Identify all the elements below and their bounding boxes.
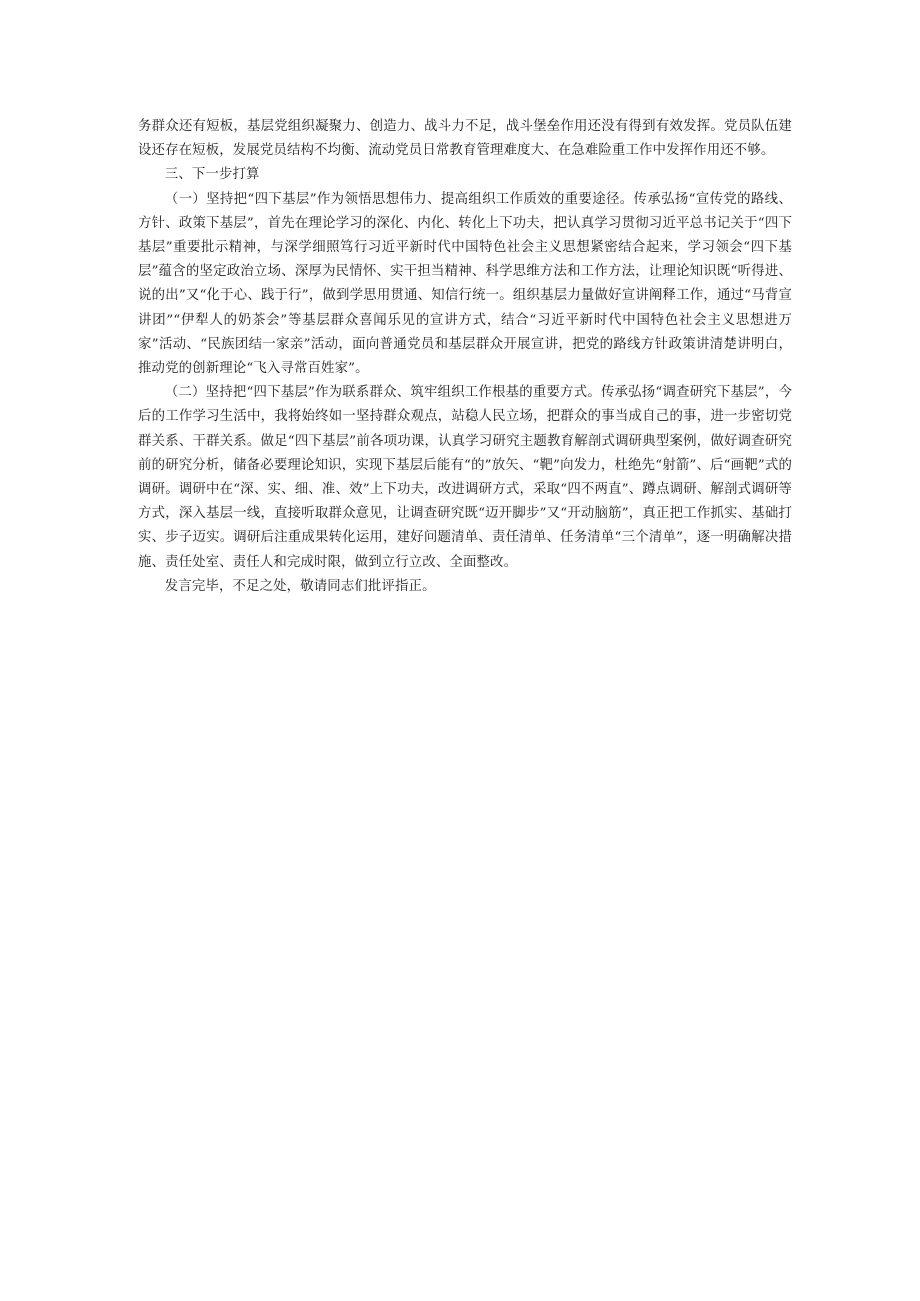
closing-statement: 发言完毕，不足之处，敬请同志们批评指正。: [164, 578, 436, 594]
document-page: [138, 115, 792, 599]
paragraph-two: （二）坚持把“四下基层”作为联系群众、筑牢组织工作根基的重要方式。传承弘扬“调查研究下基层”，今后的工作学习生活中，我将始终如一坚持群众观点，站稳人民立场，把群众的事当成自己的事，进一步密切党群关系、干群关系。做足“四下基层”前各项功课，认真学习研究主题教育解剖式调研典型案例，做好调查研究前的研究分析，储备必要理论知识，实现下基层后能有“的”放矢、“靶”向发力，杜绝先“射箭”、后“画靶”式的调研。调研中在“深、实、细、准、效”上下功夫，改进调研方式，采取“四不两直”、蹲点调研、解剖式调研等方式，深入基层一线，直接听取群众意见，让调查研究既“迈开脚步”又“开动脑筋”，真正把工作抓实、基础打实、步子迈实。调研后注重成果转化运用，建好问题清单、责任清单、任务清单“三个清单”，逐一明确解决措施、责任处室、责任人和完成时限，做到立行立改、全面整改。: [138, 385, 792, 570]
paragraph-continuation: 务群众还有短板，基层党组织凝聚力、创造力、战斗力不足，战斗堡垒作用还没有得到有效发挥。党员队伍建设还存在短板，发展党员结构不均衡、流动党员日常教育管理难度大、在急难险重工作中发挥作用还不够。: [138, 119, 792, 159]
paragraph-one: （一）坚持把“四下基层”作为领悟思想伟力、提高组织工作质效的重要途径。传承弘扬“宣传党的路线、方针、政策下基层”，首先在理论学习的深化、内化、转化上下功夫，把认真学习贯彻习近平总书记关于“四下基层”重要批示精神，与深学细照笃行习近平新时代中国特色社会主义思想紧密结合起来，学习领会“四下基层”蕴含的坚定政治立场、深厚为民情怀、实干担当精神、科学思维方法和工作方法，让理论知识既“听得进、说的出”又“化于心、践于行”，做到学思用贯通、知信行统一。组织基层力量做好宣讲阐释工作，通过“马背宣讲团”“伊犁人的奶茶会”等基层群众喜闻乐见的宣讲方式，结合“习近平新时代中国特色社会主义思想进万家”活动、“民族团结一家亲”活动，面向普通党员和基层群众开展宣讲，把党的路线方针政策讲清楚讲明白，推动党的创新理论“飞入寻常百姓家”。: [138, 191, 792, 377]
section-heading: 三、下一步打算: [164, 167, 260, 183]
